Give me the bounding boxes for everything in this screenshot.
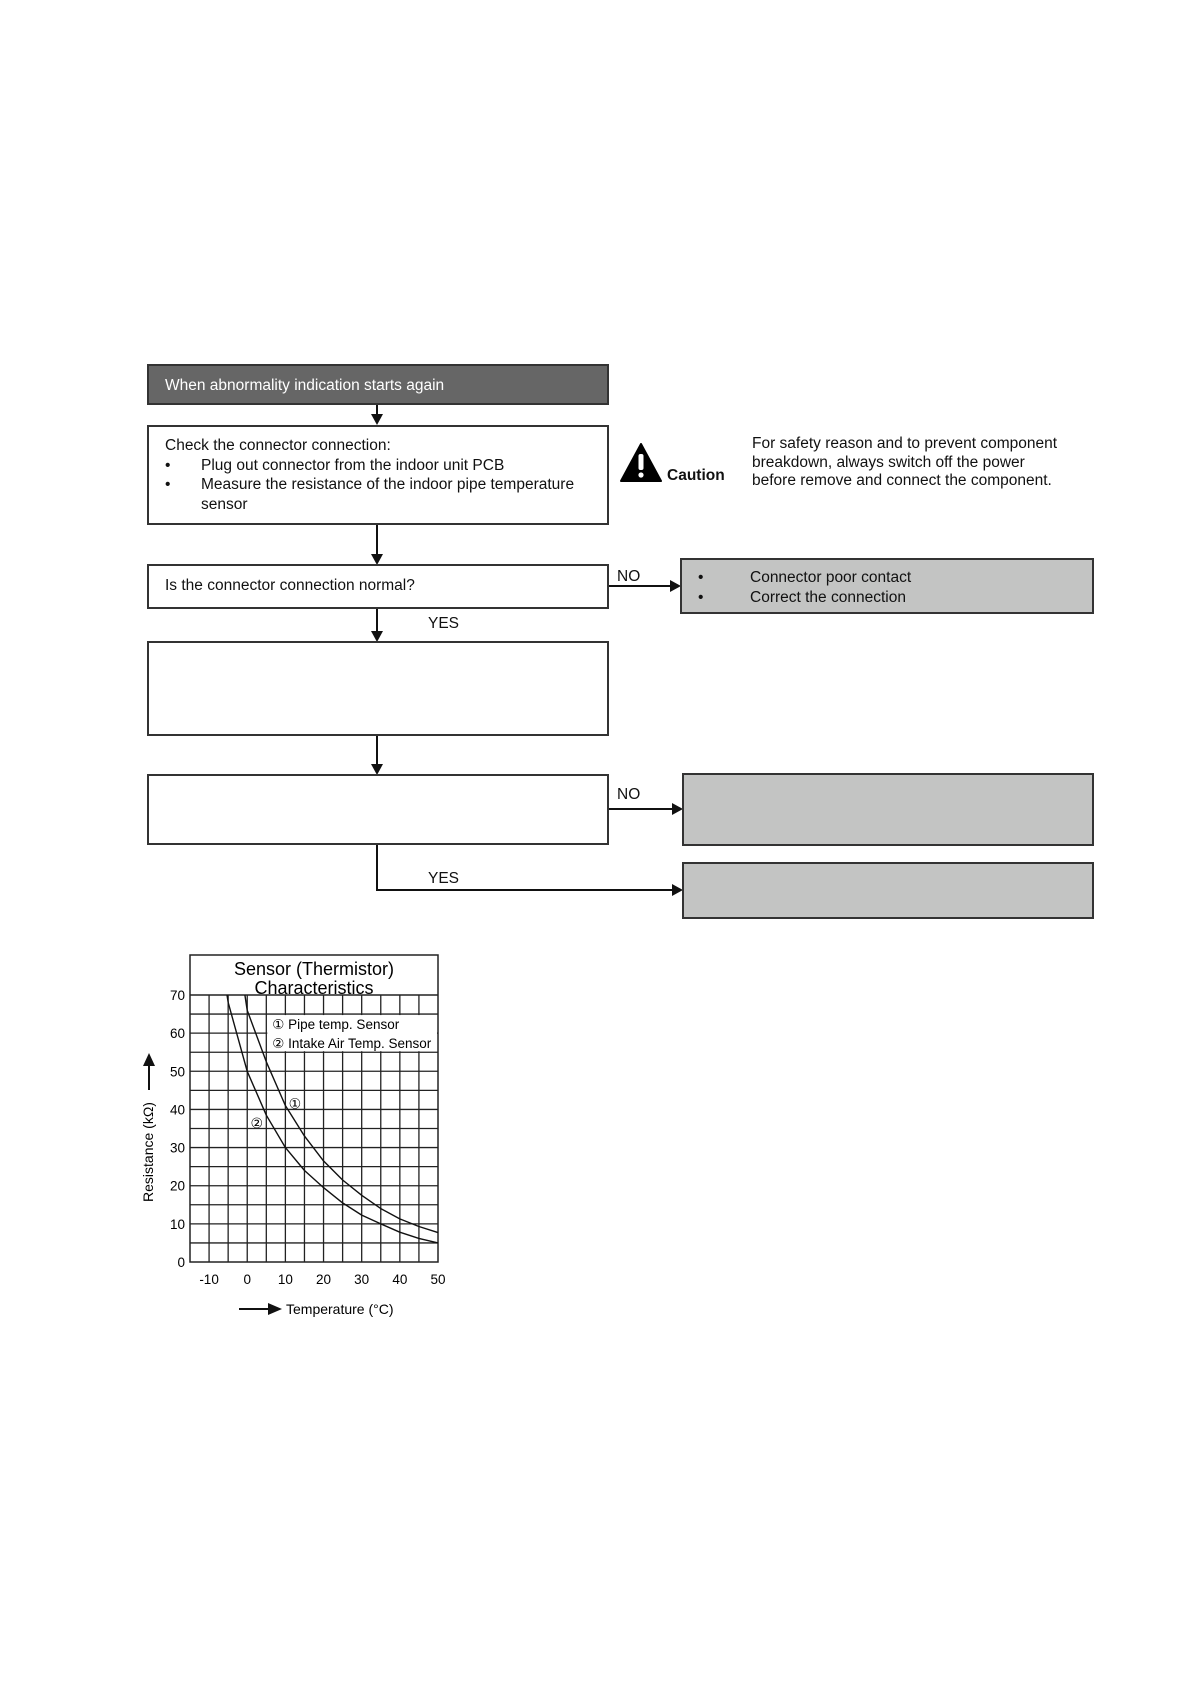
check-bullet: • Measure the resistance of the indoor pipe temperature sensor [165, 475, 591, 514]
y-tick-label: 20 [169, 1178, 185, 1194]
x-tick-label: 50 [430, 1272, 446, 1287]
x-axis-label: Temperature (°C) [286, 1301, 394, 1317]
chart-title: Characteristics [254, 978, 374, 998]
result-bullet: • Connector poor contact [698, 568, 1076, 588]
result-bullet: • Correct the connection [698, 588, 1076, 608]
yes-label: YES [428, 870, 460, 887]
y-tick-label: 70 [169, 988, 185, 1003]
caution-line: breakdown, always switch off the power [752, 453, 1025, 471]
x-tick-label: 10 [277, 1272, 293, 1287]
y-tick-label: 50 [169, 1064, 185, 1080]
check-title: Check the connector connection: [165, 437, 391, 454]
x-tick-label: 20 [316, 1272, 332, 1287]
y-tick-label: 60 [169, 1026, 185, 1042]
x-tick-label: 40 [392, 1272, 408, 1287]
x-tick-label: -10 [199, 1272, 219, 1287]
check-bullet: • Plug out connector from the indoor unit PCB [165, 456, 591, 476]
caution-line: For safety reason and to prevent component [752, 435, 1058, 452]
x-tick-label: 30 [354, 1272, 370, 1287]
x-axis-arrow-icon [268, 1303, 282, 1315]
no-label: NO [617, 568, 641, 585]
y-tick-label: 10 [169, 1216, 185, 1232]
no-label: NO [617, 786, 641, 803]
caution-line: before remove and connect the component. [752, 472, 1052, 489]
series-marker: ② [250, 1115, 264, 1132]
chart-title: Sensor (Thermistor) [233, 959, 395, 979]
y-axis-label: Resistance (kΩ) [140, 1102, 156, 1202]
x-tick-label: 0 [243, 1272, 251, 1287]
y-tick-label: 30 [169, 1140, 185, 1156]
y-axis-arrow-icon [143, 1053, 155, 1066]
series-marker: ① [288, 1096, 302, 1113]
legend-entry: ① Pipe temp. Sensor [272, 1017, 400, 1033]
yes-label: YES [428, 615, 460, 632]
question-text: Is the connector connection normal? [165, 577, 415, 594]
caution-label: Caution [667, 467, 725, 484]
y-tick-label: 40 [169, 1102, 185, 1118]
legend-entry: ② Intake Air Temp. Sensor [272, 1036, 432, 1052]
y-tick-label: 0 [177, 1255, 185, 1270]
chart-frame [190, 955, 438, 1262]
start-text: When abnormality indication starts again [165, 377, 445, 394]
